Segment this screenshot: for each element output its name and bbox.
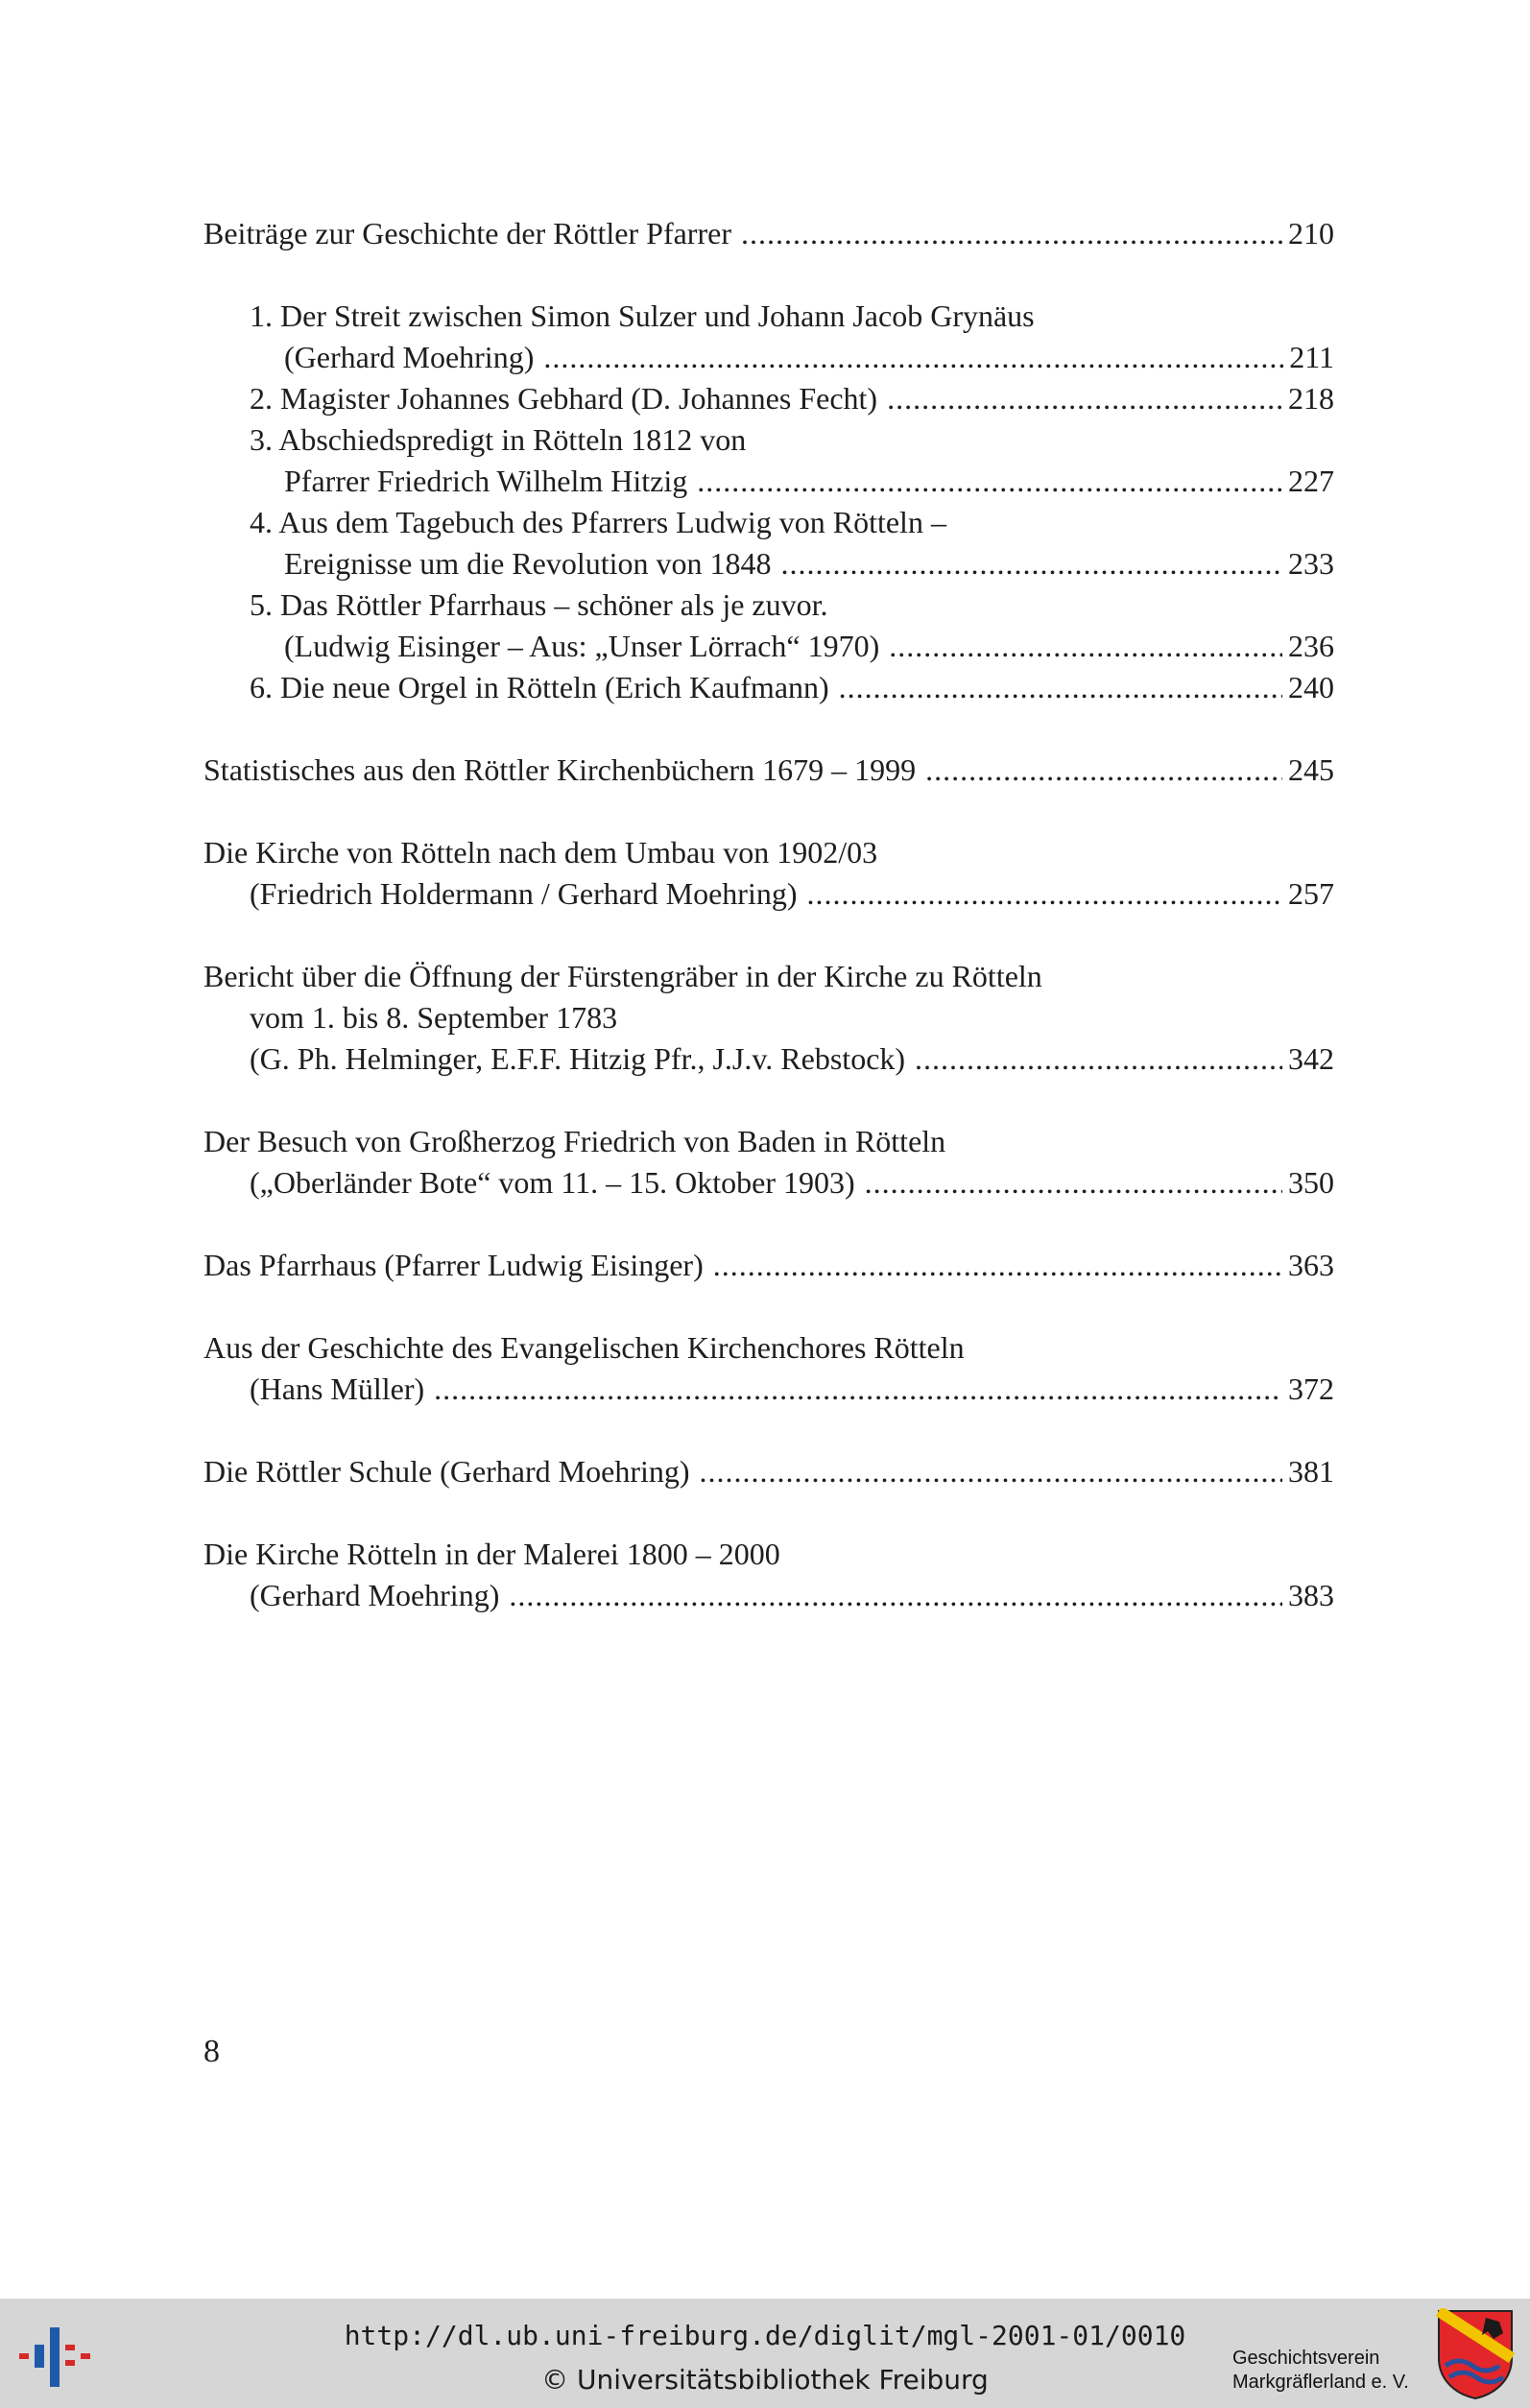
- toc-title: 5. Das Röttler Pfarrhaus – schöner als je zuvor.: [250, 587, 828, 622]
- dot-leader: [839, 667, 1282, 708]
- society-name-line: Markgräflerland e. V.: [1232, 2372, 1409, 2393]
- toc-title: Bericht über die Öffnung der Fürstengräber in der Kirche zu Rötteln: [203, 959, 1042, 993]
- toc-line: [203, 461, 1334, 502]
- toc-entry: [203, 750, 1334, 791]
- toc-line: [203, 1369, 1334, 1410]
- toc-page-number: 210: [1288, 216, 1334, 250]
- coat-of-arms-icon: [1436, 2308, 1515, 2400]
- toc-entry: [203, 1451, 1334, 1492]
- toc-line: [203, 543, 1334, 584]
- toc-line: [203, 626, 1334, 667]
- toc-line: [203, 1327, 1334, 1369]
- toc-title: vom 1. bis 8. September 1783: [250, 1000, 618, 1035]
- toc-page-number: 257: [1288, 876, 1334, 911]
- toc-page-number: 383: [1288, 1578, 1334, 1612]
- toc-line: [203, 1534, 1334, 1575]
- toc-title: Pfarrer Friedrich Wilhelm Hitzig: [284, 464, 688, 498]
- dot-leader: [543, 337, 1283, 378]
- toc-entry: [203, 1245, 1334, 1286]
- toc-title: 3. Abschiedspredigt in Rötteln 1812 von: [250, 422, 747, 457]
- toc-line: [203, 832, 1334, 873]
- toc-title: (Friedrich Holdermann / Gerhard Moehring): [250, 876, 798, 911]
- toc-page-number: 240: [1288, 670, 1334, 704]
- toc-title: Ereignisse um die Revolution von 1848: [284, 546, 772, 581]
- dot-leader: [887, 378, 1282, 419]
- toc-title: (Gerhard Moehring): [284, 340, 535, 374]
- society-name: [1232, 2347, 1440, 2395]
- toc-entry: [203, 1121, 1334, 1204]
- dot-leader: [865, 1162, 1282, 1204]
- toc-line: [203, 337, 1334, 378]
- toc-title: Die Kirche Rötteln in der Malerei 1800 – 2000: [203, 1537, 780, 1571]
- toc-title: 6. Die neue Orgel in Rötteln (Erich Kaufmann): [250, 670, 829, 704]
- toc-line: [203, 997, 1334, 1038]
- toc-title: 1. Der Streit zwischen Simon Sulzer und Johann Jacob Grynäus: [250, 298, 1035, 333]
- dot-leader: [741, 213, 1282, 254]
- toc-page-number: 245: [1288, 752, 1334, 787]
- toc-page-number: 381: [1288, 1454, 1334, 1489]
- toc-title: Statistisches aus den Röttler Kirchenbüchern 1679 – 1999: [203, 752, 917, 787]
- toc-page-number: 211: [1289, 340, 1334, 374]
- toc-entry: [203, 1534, 1334, 1616]
- toc-entry: [203, 832, 1334, 915]
- toc-line: [203, 378, 1334, 419]
- dot-leader: [806, 873, 1282, 915]
- toc-line: [203, 873, 1334, 915]
- toc-title: Der Besuch von Großherzog Friedrich von Baden in Rötteln: [203, 1124, 946, 1158]
- toc-page-number: 218: [1288, 381, 1334, 416]
- toc-entry: [203, 956, 1334, 1080]
- dot-leader: [781, 543, 1283, 584]
- dot-leader: [700, 1451, 1282, 1492]
- toc-line: [203, 1038, 1334, 1080]
- toc-line: [203, 1245, 1334, 1286]
- toc-line: [203, 419, 1334, 461]
- toc-title: Aus der Geschichte des Evangelischen Kirchenchores Rötteln: [203, 1330, 965, 1365]
- page-number: 8: [203, 2034, 220, 2069]
- copyright-text: © Universitätsbibliothek Freiburg: [541, 2364, 989, 2396]
- toc-page-number: 342: [1288, 1041, 1334, 1076]
- toc-line: [203, 296, 1334, 337]
- toc-entry: [203, 1327, 1334, 1410]
- toc-line: [203, 1121, 1334, 1162]
- toc-line: [203, 1162, 1334, 1204]
- toc-title: (Ludwig Eisinger – Aus: „Unser Lörrach“ 1970): [284, 629, 880, 663]
- toc-line: [203, 750, 1334, 791]
- toc-title: 2. Magister Johannes Gebhard (D. Johannes Fecht): [250, 381, 878, 416]
- society-name-line: Geschichtsverein: [1232, 2348, 1380, 2369]
- toc-title: Beiträge zur Geschichte der Röttler Pfarrer: [203, 216, 731, 250]
- toc-line: [203, 1575, 1334, 1616]
- toc-line: [203, 584, 1334, 626]
- toc-page-number: 350: [1288, 1165, 1334, 1200]
- toc-title: 4. Aus dem Tagebuch des Pfarrers Ludwig von Rötteln –: [250, 505, 946, 539]
- dot-leader: [697, 461, 1282, 502]
- toc-page-number: 233: [1288, 546, 1334, 581]
- footer-bar: [0, 2299, 1530, 2408]
- toc-entry: [203, 213, 1334, 254]
- dot-leader: [925, 750, 1282, 791]
- toc-page-number: 236: [1288, 629, 1334, 663]
- table-of-contents: [203, 213, 1334, 1657]
- toc-title: Die Röttler Schule (Gerhard Moehring): [203, 1454, 690, 1489]
- toc-title: (Hans Müller): [250, 1371, 425, 1406]
- toc-line: [203, 956, 1334, 997]
- dot-leader: [434, 1369, 1282, 1410]
- toc-title: Die Kirche von Rötteln nach dem Umbau von 1902/03: [203, 835, 878, 870]
- dot-leader: [713, 1245, 1282, 1286]
- dot-leader: [509, 1575, 1282, 1616]
- toc-page-number: 363: [1288, 1248, 1334, 1282]
- toc-line: [203, 213, 1334, 254]
- dot-leader: [915, 1038, 1282, 1080]
- toc-title: („Oberländer Bote“ vom 11. – 15. Oktober 1903): [250, 1165, 855, 1200]
- toc-line: [203, 502, 1334, 543]
- toc-line: [203, 1451, 1334, 1492]
- toc-title: (G. Ph. Helminger, E.F.F. Hitzig Pfr., J.J.v. Rebstock): [250, 1041, 906, 1076]
- toc-line: [203, 667, 1334, 708]
- source-url[interactable]: http://dl.ub.uni-freiburg.de/diglit/mgl-2001-01/0010: [344, 2320, 1186, 2351]
- toc-page-number: 372: [1288, 1371, 1334, 1406]
- toc-title: (Gerhard Moehring): [250, 1578, 500, 1612]
- toc-sub-entries: [203, 296, 1334, 708]
- dot-leader: [889, 626, 1282, 667]
- toc-page-number: 227: [1288, 464, 1334, 498]
- toc-title: Das Pfarrhaus (Pfarrer Ludwig Eisinger): [203, 1248, 704, 1282]
